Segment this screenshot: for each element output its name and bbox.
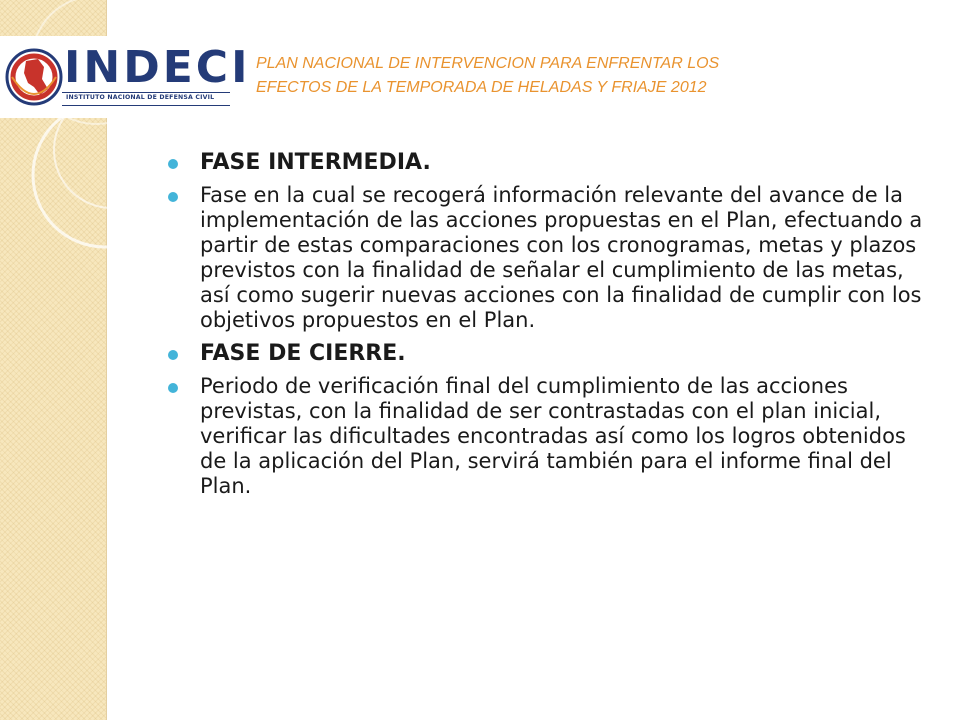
- header-title-line-1: PLAN NACIONAL DE INTERVENCION PARA ENFRENTAR LOS: [256, 55, 720, 72]
- bullet-text: Periodo de verificación final del cumplimiento de las acciones previstas, con la finalidad de ser contrastadas con el plan inicial, verificar las dificultades encontradas así como los logros obtenidos de la aplicación del Plan, servirá también para el informe final del Plan.: [200, 374, 906, 498]
- bullet-dot-icon: [168, 350, 178, 360]
- header-title: [256, 52, 896, 100]
- indeci-logo: [0, 36, 251, 118]
- bullet-text: FASE DE CIERRE.: [200, 341, 406, 366]
- bullet-fase-cierre-heading: [164, 341, 924, 366]
- bullet-dot-icon: [168, 192, 178, 202]
- content-bullet-list: [164, 150, 924, 507]
- logo-subtitle: INSTITUTO NACIONAL DE DEFENSA CIVIL: [66, 94, 215, 101]
- peru-emblem-icon: [4, 39, 64, 115]
- bullet-fase-intermedia-description: [164, 183, 924, 333]
- header-title-line-2: EFECTOS DE LA TEMPORADA DE HELADAS Y FRIAJE 2012: [256, 79, 707, 96]
- bullet-dot-icon: [168, 159, 178, 169]
- bullet-dot-icon: [168, 383, 178, 393]
- logo-title: INDECI: [64, 42, 251, 93]
- bullet-text: Fase en la cual se recogerá información relevante del avance de la implementación de las acciones propuestas en el Plan, efectuando a partir de estas comparaciones con los cronogramas, metas y plazos previstos con la finalidad de señalar el cumplimiento de las metas, así como sugerir nuevas acciones con la finalidad de cumplir con los objetivos propuestos en el Plan.: [200, 183, 923, 332]
- bullet-text: FASE INTERMEDIA.: [200, 150, 431, 175]
- bullet-fase-cierre-description: [164, 374, 924, 499]
- bullet-fase-intermedia-heading: [164, 150, 924, 175]
